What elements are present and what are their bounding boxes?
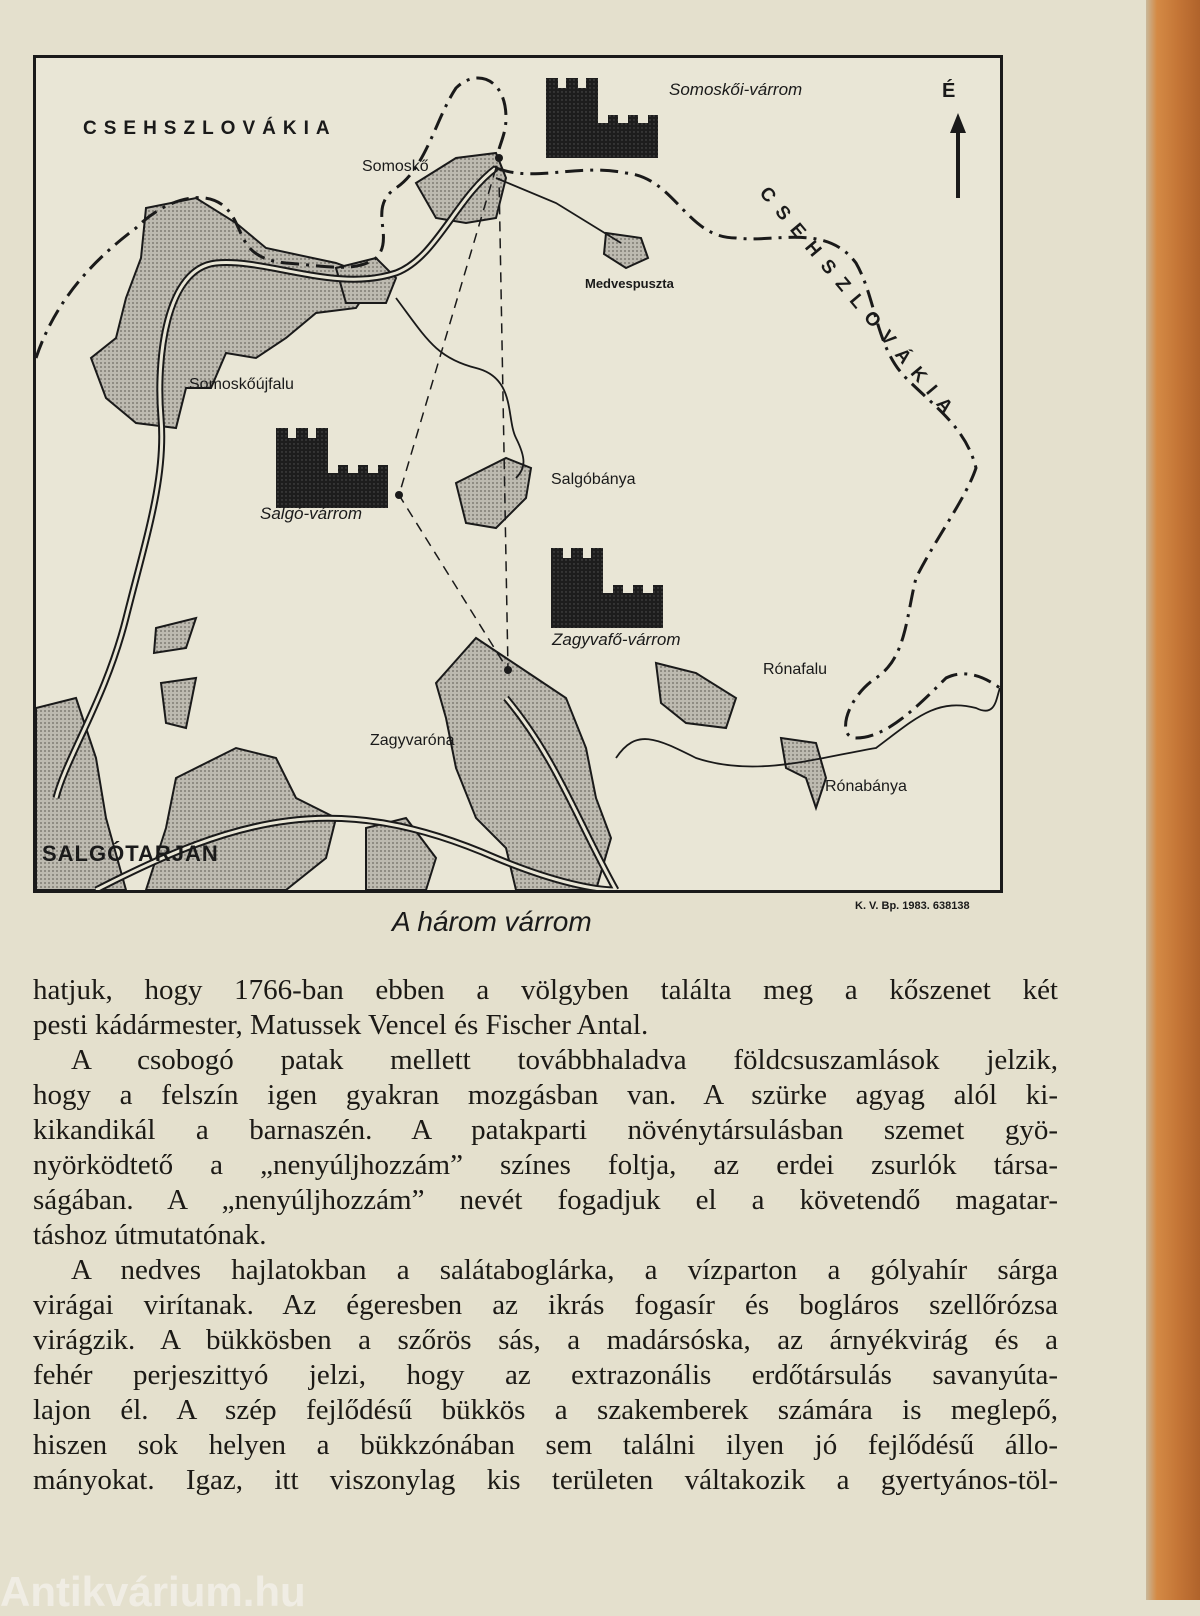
north-arrow-icon xyxy=(950,113,966,198)
text-line: hatjuk, hogy 1766-ban ebben a völgyben találta meg a kőszenet két xyxy=(33,974,1058,1006)
text-line: lajon él. A szép fejlődésű bükkös a szakemberek számára is meglepő, xyxy=(33,1394,1058,1426)
map-drawing xyxy=(36,58,1000,890)
map xyxy=(33,55,1003,893)
label-czechoslovakia-right: CSEHSZLOVÁKIA xyxy=(754,183,964,426)
label-czechoslovakia-left: CSEHSZLOVÁKIA xyxy=(83,118,337,139)
label-salgotarjan: SALGÓTARJÁN xyxy=(42,841,219,866)
label-north: É xyxy=(942,80,956,102)
text-line: kikandikál a barnaszén. A patakparti növénytársulásban szemet gyö- xyxy=(33,1114,1058,1146)
label-ronafalu: Rónafalu xyxy=(763,661,828,678)
label-salgo-castle: Salgó-várrom xyxy=(260,504,363,523)
label-somosko-castle: Somoskői-várrom xyxy=(669,80,803,99)
body-text xyxy=(33,973,1058,1498)
text-line: mányokat. Igaz, itt viszonylag kis területen váltakozik a gyertyános-töl- xyxy=(33,1464,1058,1496)
text-line: virágzik. A bükkösben a szőrös sás, a madársóska, az árnyékvirág és a xyxy=(33,1324,1058,1356)
text-line: A csobogó patak mellett továbbhaladva földcsuszamlások jelzik, xyxy=(71,1044,1058,1076)
label-somoskoujfalu: Somoskőújfalu xyxy=(189,376,294,393)
text-line: fehér perjeszittyó jelzi, hogy az extrazonális erdőtársulás savanyúta- xyxy=(33,1359,1058,1391)
text-line: ságában. A „nenyúljhozzám” nevét fogadjuk el a követendő magatar- xyxy=(33,1184,1058,1216)
text-line: hiszen sok helyen a bükkzónában sem találni ilyen jó fejlődésű állo- xyxy=(33,1429,1058,1461)
label-salgobanya: Salgóbánya xyxy=(551,471,636,488)
text-line: hogy a felszín igen gyakran mozgásban van. A szürke agyag alól ki- xyxy=(33,1079,1058,1111)
text-line: A nedves hajlatokban a salátaboglárka, a vízparton a gólyahír sárga xyxy=(71,1254,1058,1286)
text-line: pesti kádármester, Matussek Vencel és Fischer Antal. xyxy=(33,1009,649,1041)
label-somosko: Somoskő xyxy=(362,158,429,175)
text-line: táshoz útmutatónak. xyxy=(33,1219,267,1251)
map-caption: A három várrom xyxy=(392,906,592,937)
watermark: Antikvárium.hu xyxy=(0,1568,306,1615)
text-line: nyörködtető a „nenyúljhozzám” színes foltja, az erdei zsurlók társa- xyxy=(33,1149,1058,1181)
settlement-areas xyxy=(36,153,826,890)
map-credit: K. V. Bp. 1983. 638138 xyxy=(855,900,970,912)
label-zagyvafo-castle: Zagyvafő-várrom xyxy=(552,630,681,649)
text-line: virágai virítanak. Az égeresben az ikrás fogasír és bogláros szellőrózsa xyxy=(33,1289,1058,1321)
sight-lines xyxy=(399,168,508,670)
wood-edge xyxy=(1146,0,1200,1600)
label-ronabanya: Rónabánya xyxy=(825,778,907,795)
label-zagyvarona: Zagyvaróna xyxy=(370,732,455,749)
label-medvespuszta: Medvespuszta xyxy=(585,276,674,291)
